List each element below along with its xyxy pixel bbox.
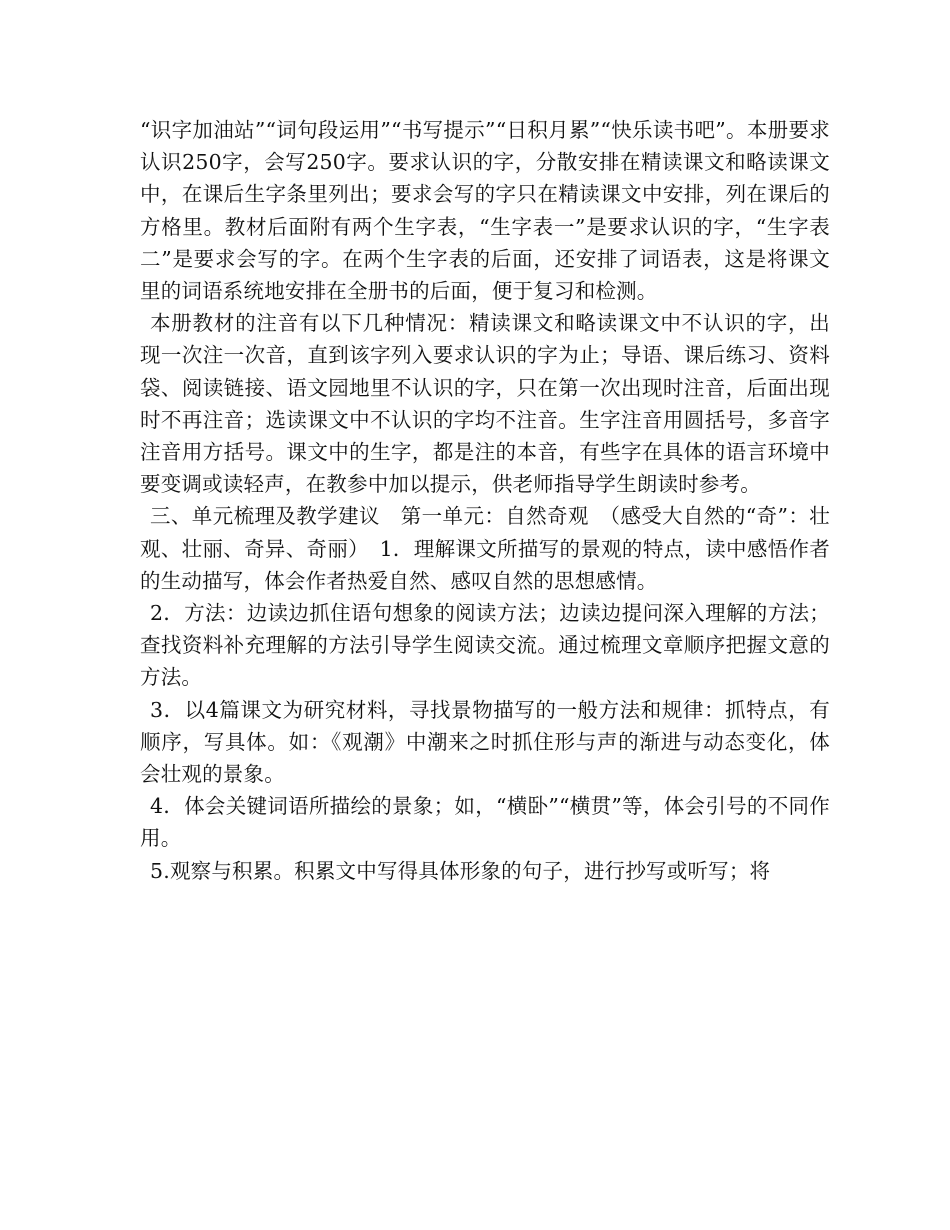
paragraph-point-2-methods: 2．方法：边读边抓住语句想象的阅读方法；边读边提问深入理解的方法；查找资料补充理解的方法引导学生阅读交流。通过梳理文章顺序把握文意的方法。 <box>140 601 830 690</box>
paragraph-literacy-requirements: “识字加油站”“词句段运用”“书写提示”“日积月累”“快乐读书吧”。本册要求认识250字，会写250字。要求认识的字，分散安排在精读课文和略读课文中，在课后生字条里列出；要求会写的字只在精读课文中安排，列在课后的方格里。教材后面附有两个生字表，“生字表一”是要求认识的字，“生字表二”是要求会写的字。在两个生字表的后面，还安排了词语表，这是将课文里的词语系统地安排在全册书的后面，便于复习和检测。 <box>140 118 830 304</box>
document-body <box>140 114 830 887</box>
paragraph-phonetic-notation: 本册教材的注音有以下几种情况：精读课文和略读课文中不认识的字，出现一次注一次音，直到该字列入要求认识的字为止；导语、课后练习、资料袋、阅读链接、语文园地里不认识的字，只在第一次出现时注音，后面出现时不再注音；选读课文中不认识的字均不注音。生字注音用圆括号，多音字注音用方括号。课文中的生字，都是注的本音，有些字在具体的语言环境中要变调或读轻声，在教参中加以提示，供老师指导学生朗读时参考。 <box>140 311 830 497</box>
paragraph-point-5-observation: 5.观察与积累。积累文中写得具体形象的句子，进行抄写或听写；将 <box>150 858 771 883</box>
paragraph-point-4-keywords: 4．体会关键词语所描绘的景象；如，“横卧”“横贯”等，体会引号的不同作用。 <box>140 794 830 851</box>
paragraph-unit-one-overview: 三、单元梳理及教学建议 第一单元：自然奇观 （感受大自然的“奇”：壮观、壮丽、奇异、奇丽） 1．理解课文所描写的景观的特点，读中感悟作者的生动描写，体会作者热爱自然、感叹自然的思想感情。 <box>140 504 830 593</box>
paragraph-point-3-description: 3．以4篇课文为研究材料，寻找景物描写的一般方法和规律：抓特点，有顺序，写具体。如：《观潮》中潮来之时抓住形与声的渐进与动态变化，体会壮观的景象。 <box>140 697 830 787</box>
